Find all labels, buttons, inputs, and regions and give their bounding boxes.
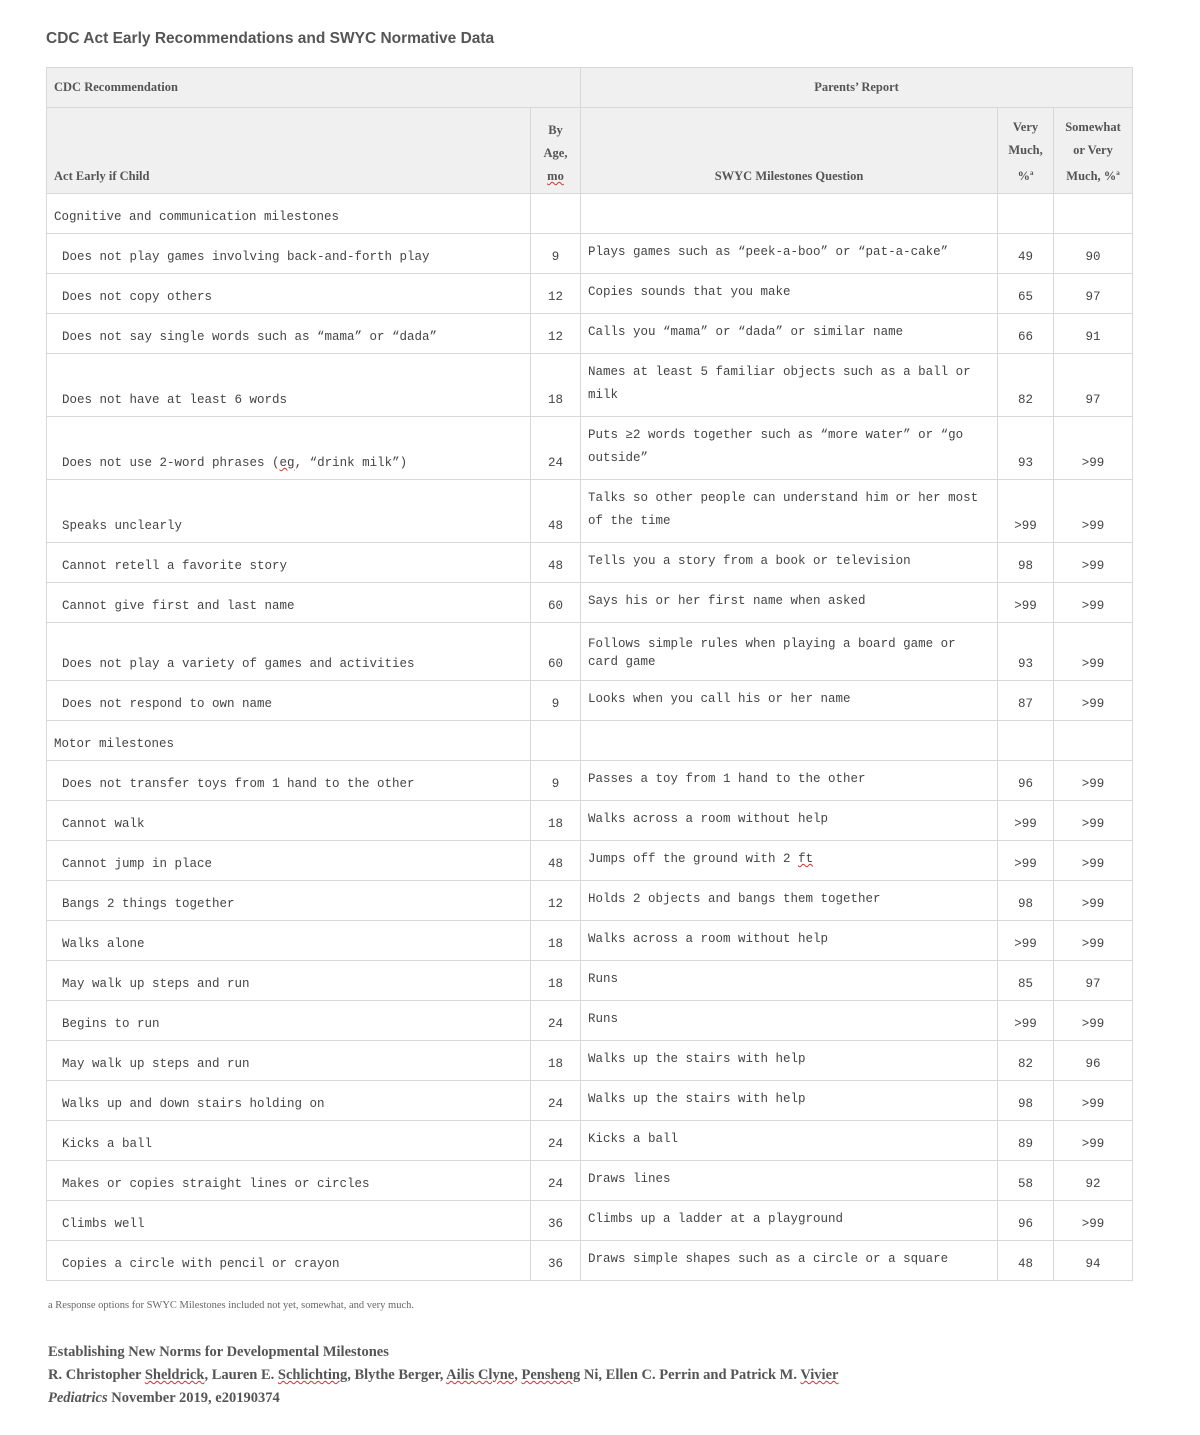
table-column-header-row <box>47 108 1133 194</box>
milestones-table <box>46 67 1133 1281</box>
table-row: Walks alone 18 Walks across a room without help >99 >99 <box>47 921 1133 961</box>
question-header: SWYC Milestones Question <box>581 108 998 194</box>
journal-name: Pediatrics <box>48 1390 108 1406</box>
document-title: CDC Act Early Recommendations and SWYC Normative Data <box>46 30 495 47</box>
author-list: R. Christopher Sheldrick, Lauren E. Schlichting, Blythe Berger, Ailis Clyne, Pensheng Ni, Ellen C. Perrin and Patrick M. Vivier <box>48 1367 839 1383</box>
table-row: Walks up and down stairs holding on 24 Walks up the stairs with help 98 >99 <box>47 1081 1133 1121</box>
section-row <box>47 194 1133 234</box>
table-row: May walk up steps and run 18 Walks up the stairs with help 82 96 <box>47 1041 1133 1081</box>
table-row: Cannot walk 18 Walks across a room without help >99 >99 <box>47 801 1133 841</box>
table-row: Does not play a variety of games and activities 60 Follows simple rules when playing a board game or card game 93 >99 <box>47 623 1133 681</box>
table-row: Speaks unclearly 48 Talks so other people can understand him or her most of the time >99 >99 <box>47 480 1133 543</box>
journal-reference: Pediatrics November 2019, e20190374 <box>48 1390 280 1406</box>
table-row: Begins to run 24 Runs >99 >99 <box>47 1001 1133 1041</box>
cdc-recommendation-header: CDC Recommendation <box>47 68 581 108</box>
table-row: Does not have at least 6 words 18 Names at least 5 familiar objects such as a ball or milk 82 97 <box>47 354 1133 417</box>
table-group-header-row <box>47 68 1133 108</box>
table-row: Does not say single words such as “mama” or “dada” 12 Calls you “mama” or “dada” or similar name 66 91 <box>47 314 1133 354</box>
table-row: Cannot give first and last name 60 Says his or her first name when asked >99 >99 <box>47 583 1133 623</box>
citation-block <box>48 1341 838 1410</box>
section-title: Cognitive and communication milestones <box>47 194 531 234</box>
table-row: Cannot retell a favorite story 48 Tells you a story from a book or television 98 >99 <box>47 543 1133 583</box>
article-title: Establishing New Norms for Developmental Milestones <box>48 1344 389 1360</box>
table-row: May walk up steps and run 18 Runs 85 97 <box>47 961 1133 1001</box>
age-header: By Age, mo <box>531 108 581 194</box>
table-row: Does not transfer toys from 1 hand to the other 9 Passes a toy from 1 hand to the other 96 >99 <box>47 761 1133 801</box>
table-footnote: a Response options for SWYC Milestones included not yet, somewhat, and very much. <box>48 1300 414 1311</box>
act-early-header: Act Early if Child <box>47 108 531 194</box>
table-row: Does not use 2-word phrases (eg, “drink milk”) 24 Puts ≥2 words together such as “more water” or “go outside” 93 >99 <box>47 417 1133 480</box>
table-row: Bangs 2 things together 12 Holds 2 objects and bangs them together 98 >99 <box>47 881 1133 921</box>
table-row: Copies a circle with pencil or crayon 36 Draws simple shapes such as a circle or a square 48 94 <box>47 1241 1133 1281</box>
table-row: Makes or copies straight lines or circles 24 Draws lines 58 92 <box>47 1161 1133 1201</box>
section-title: Motor milestones <box>47 721 531 761</box>
section-row <box>47 721 1133 761</box>
table-row: Does not copy others 12 Copies sounds that you make 65 97 <box>47 274 1133 314</box>
table-row: Does not play games involving back-and-forth play 9 Plays games such as “peek-a-boo” or “pat-a-cake” 49 90 <box>47 234 1133 274</box>
table-row: Cannot jump in place 48 Jumps off the ground with 2 ft >99 >99 <box>47 841 1133 881</box>
somewhat-header: Somewhat or Very Much, %$^a$ <box>1054 108 1133 194</box>
very-much-header: Very Much, %$^a$ <box>998 108 1054 194</box>
table-row: Does not respond to own name 9 Looks when you call his or her name 87 >99 <box>47 681 1133 721</box>
table-row: Kicks a ball 24 Kicks a ball 89 >99 <box>47 1121 1133 1161</box>
table-row: Climbs well 36 Climbs up a ladder at a playground 96 >99 <box>47 1201 1133 1241</box>
parents-report-header: Parents’ Report <box>581 68 1133 108</box>
